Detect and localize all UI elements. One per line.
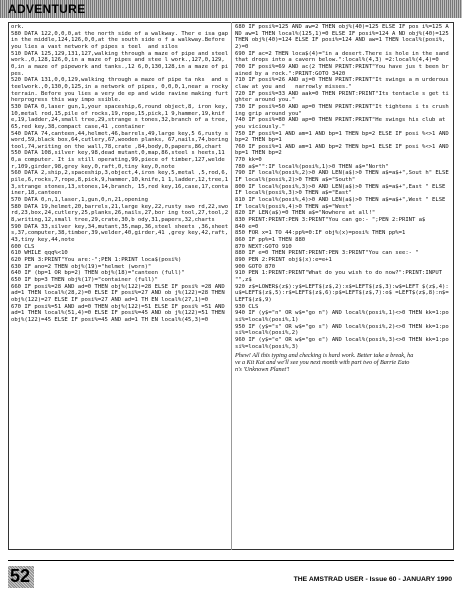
code-line: 540 DATA 74,canteen,44,helmet,46,barrels,49,large key,5 6,rusty sword,59,black box,64,cutlery,67,wooden planks, 67,nails,74,boring tool,74,writing on the wall,78,crate ,84,body,0,papers,86,chart <box>11 130 232 150</box>
closing-note: Phew! All this typing and checking is hard work. Better take a break, have a Kit Kat and we'll see you next month with part two of Barrie Eaton's 'Unknown Planet'! <box>235 352 414 374</box>
code-line: 770 kk=0 <box>235 157 262 164</box>
code-line: 590 DATA 33,silver key,34,mutant,35,map,36,steel sheets ,36,sheets,37,computer,38,timber,39,welder,40,girder,41 ,grey key,42,raft,43,tiny key,44,note <box>11 223 229 243</box>
column-divider <box>231 22 232 550</box>
code-line: 820 IF LEN(a$)=0 THEN a$="Nowhere at all!" <box>235 210 376 217</box>
code-line: 520 DATA 131,0,0,129,walking through a maze of pipe ta nks and steelwork.,0,130,0,125,in a network of pipes, 0,0,0,1,near a rocky terrain. Before you lies a very de ep and wide ravine making furtherprogress this way impo ssible. <box>11 77 232 104</box>
code-line: 660 IF posi%=28 AND ad=0 THEN obj%(122)=28 ELSE IF posi% =28 AND ad=1 THEN local%(28,2)=0 ELSE IF posi%=27 AND ob j%(122)=28 THEN obj%(122)=27 ELSE IF posi%=27 AND ad=1 TH EN local%(27,1)=0 <box>11 283 229 303</box>
page-number: 52 <box>10 566 31 586</box>
code-line: 860 IF pp%=1 THEN 880 <box>235 237 306 243</box>
listing-left-column <box>11 24 230 546</box>
code-line: 940 IF (y$="n" OR w$="go n") AND local%(posi%,1)<>0 THEN kk=1:posi%=local%(posi%,1) <box>235 310 449 323</box>
code-line: 950 IF (y$="s" OR w$="go s") AND local%(posi%,2)<>0 THEN kk=1:posi%=local%(posi%,2) <box>235 323 449 337</box>
code-line: 810 IF local%(posi%,4)>0 AND LEN(a$)>0 THEN a$=a$+",West " ELSE IF local%(posi%,4)>0 THEN a$="West" <box>235 197 449 210</box>
code-line: 620 PEN 3:PRINT"You are:-";PEN 1:PRINT loca$(posi%) <box>11 256 182 263</box>
publication-footer: THE AMSTRAD USER - Issue 60 - JANUARY 1990 <box>293 576 452 583</box>
code-line: 580 DATA 19,helmet,20,barrels,21,large key,22,rusty swo rd,22,sword,23,box,24,cutlery,25,planks,26,nails,27,bor ing tool,27,tool,28,writing,12,small tree,29,crate,30,b ody,31,papers,32,charts <box>11 203 229 224</box>
code-line: 630 IF ano=2 THEN obj%(19)="helmet (worn)" <box>11 263 152 270</box>
code-line: 690 IF ac=2 THEN loca$(4)="in a desert.There is hole in the sand that drops into a cavern below.":local%(4,3) =2:local%(4,4)=0 <box>235 50 456 64</box>
code-line: 700 IF posi%=69 AND ac(2 THEN PRINT:PRINT"You have jus t been brained by a rock.":PRINT:GOTO 3420 <box>235 63 449 77</box>
code-line: 880 IF e=0 THEN PRINT:PRINT:PEN 3:PRINT"You can see:- " <box>235 250 419 257</box>
code-line: 740 IF posi%=80 AND ap=0 THEN PRINT:PRINT"He swings his club at you viciously." <box>235 117 449 130</box>
code-line: 600 CLS <box>11 243 35 250</box>
code-line: 960 IF (y$="e" OR w$="go e") AND local%(posi%,3)<>0 THEN kk=1:posi%=local%(posi%,3) <box>235 336 449 350</box>
code-line: 800 IF local%(posi%,3)>0 AND LEN(a$)>0 THEN a$=a$+",East " ELSE IF local%(posi%,3)>0 THEN a$="East" <box>235 183 449 197</box>
code-line: 780 a$="":IF local%(posi%,1)>0 THEN a$="North" <box>235 163 389 170</box>
code-line: 830 PRINT:PRINT:PEN 3:PRINT"You can go:- ";PEN 2:PRINT a$ <box>235 217 426 224</box>
code-line: 890 PEN 2:PRINT obj$(x):e=e+1 <box>235 256 332 263</box>
code-line: 790 IF local%(posi%,2)>0 AND LEN(a$)>0 THEN a$=a$+",Sout h" ELSE IF local%(posi%,2)>0 THEN a$="South" <box>235 170 453 184</box>
code-line: 640 IF (bp=1 OR bp=2) THEN obj%(18)="canteen (full)" <box>11 270 185 277</box>
listing-right-column <box>235 24 456 546</box>
code-line: 750 IF posi%=1 AND am=1 AND bp=1 THEN bp=2 ELSE IF posi %<>1 AND bp=2 THEN bp=1 <box>235 130 453 144</box>
footer-rule <box>8 560 454 561</box>
code-line: 840 e=0 <box>235 223 259 230</box>
code-line: 670 IF posi%=51 AND ad=0 THEN obj%(122)=51 ELSE IF posi% =51 AND ad=1 THEN local%(51,4)=0 ELSE IF posi%=45 AND ob j%(122)=51 THEN obj%(122)=45 ELSE IF posi%=45 AND ad=1 TH EN local%(45,3)=0 <box>11 303 229 323</box>
code-line: 580 DATA 122,0,0,0,at the north side of a walkway. Ther e isa gap in the middle,124,126,0,0,at the south side o f a walkway.Before you lies a vast network of pipes s teel and silos <box>11 30 232 50</box>
code-line: 610 WHILE qqq%<10 <box>11 250 68 257</box>
code-line: 560 DATA 2,ship,2,spaceship,3,object,4,iron key,5,metal ,5,rod,6,pile,6,rocks,7,rope,8,pick,9,hammer,10,knife,1 1,ladder,12,tree,13,strange stones,13,stones,14,branch, 15,red key,16,case,17,container,18,canteen <box>11 170 229 197</box>
code-line: 930 CLS <box>235 303 259 310</box>
code-line: 710 IF posi%=26 AND aj=0 THEN PRINT:PRINT"It swings a m urderous claw at you and narrowly misses." <box>235 77 453 90</box>
code-line: 650 IF bp=3 THEN obj%(17)="container (full)" <box>11 276 158 283</box>
code-line: 920 z$=LOWER$(z$):y$=LEFT$(z$,2):x$=LEFT$(z$,3):w$=LEFT $(z$,4):u$=LEFT$(z$,5):r$=LEFT$(z$,6):p$=LEFT$(z$,7):o$ =LEFT$(z$,8):n$=LEFT$(z$,9) <box>235 283 449 303</box>
code-line: 510 DATA 125,129,131,127,walking through a maze of pipe and steelwork.,0,128,126,0,in a maze of pipes and stee l work.,127,0,129,0,in a maze of pipework and tanks.,12 6,0,130,128,in a maze of pipes. <box>11 50 229 77</box>
code-line: 550 DATA 108,silver key,98,dead mutant,0,map,86,steel s heets,110,a computer. It is still operating,99,piece of timber,127,welder,109,girder,98,grey key,0,raft,0,tiny key,0,note <box>11 150 225 170</box>
code-line: 910 PEN 1:PRINT:PRINT"What do you wish to do now?":PRINT:INPUT "",z$ <box>235 270 446 283</box>
code-line: ork. <box>11 24 25 30</box>
code-line: 720 IF posi%=33 AND aak=0 THEN PRINT:PRINT"Its tentacle s get tighter around you." <box>235 90 449 104</box>
code-line: 850 FOR x=1 TO 44:pp%=0:IF obj%(x)=posi% THEN pp%=1 <box>235 230 406 237</box>
code-line: 760 IF posi%=1 AND am=1 AND bp=2 THEN bp=1 ELSE IF posi %<>1 AND bp=1 THEN bp=2 <box>235 143 453 157</box>
section-title: ADVENTURE <box>8 2 86 16</box>
code-line: 870 NEXT:GOTO 910 <box>235 243 292 250</box>
code-line: 570 DATA 0,n,1,laser,1,gun,0,n,21,opening <box>11 197 148 204</box>
code-line: 530 DATA 0,laser gun,1,your spaceship,6,round object,8, iron key,10,metal rod,15,pile of rocks,19,rope,15,pick,1 9,hammer,19,knife,19,ladder,24,small tree,29,strange s tones,32,branch of a tree,65,red key,38,compact case,41 ,container <box>11 103 229 130</box>
code-line: 680 IF posi%=125 AND aw=2 THEN obj%(40)=125 ELSE IF pos i%=125 AND aw=1 THEN local%(125,1)=0 ELSE IF posi%=124 A ND obj%(40)=125 THEN obj%(40)=124 ELSE IF posi%=124 AND aw=1 THEN local%(posi%,2)=0 <box>235 24 453 50</box>
code-line: 730 IF posi%=50 AND ap=0 THEN PRINT:PRINT"It tightens i ts crushing grip around you" <box>235 103 449 117</box>
code-line: 900 GOTO 870 <box>235 263 276 270</box>
